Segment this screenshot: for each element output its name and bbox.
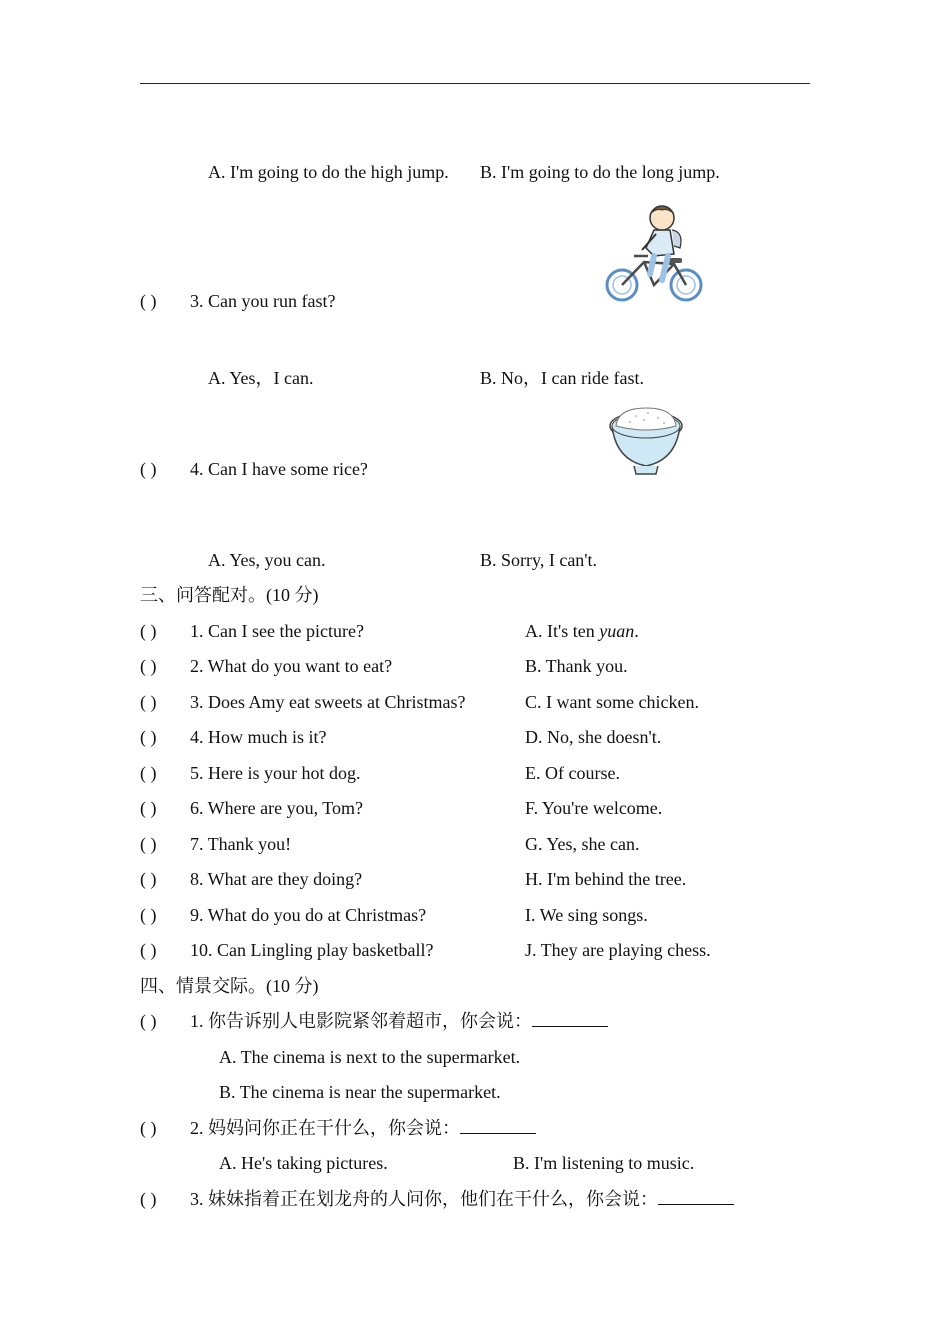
q3-text: 3. Can you run fast?	[190, 291, 336, 311]
s3-q6: 6. Where are you, Tom?	[190, 798, 364, 818]
s3-q3: 3. Does Amy eat sweets at Christmas?	[190, 692, 466, 712]
s3-answer-j: J. They are playing chess.	[525, 940, 711, 960]
s3-q8: 8. What are they doing?	[190, 869, 363, 889]
s3-q1-paren[interactable]: ( )	[140, 621, 157, 641]
section-4-title: 四、情景交际。(10 分)	[140, 976, 319, 996]
s3-q10: 10. Can Lingling play basketball?	[190, 940, 434, 960]
s4-q1-blank[interactable]	[532, 1010, 608, 1027]
s3-q2-paren[interactable]: ( )	[140, 656, 157, 676]
s4-q3-paren[interactable]: ( )	[140, 1189, 157, 1209]
s3-answer-g: G. Yes, she can.	[525, 834, 640, 854]
s3-q5-paren[interactable]: ( )	[140, 763, 157, 783]
q3-option-b: B. No，I can ride fast.	[480, 368, 644, 388]
s4-q1-paren[interactable]: ( )	[140, 1011, 157, 1031]
s3-q4-paren[interactable]: ( )	[140, 727, 157, 747]
s3-answer-a: A. It's ten yuan.	[525, 621, 639, 641]
s3-q7: 7. Thank you!	[190, 834, 292, 854]
s3-q7-paren[interactable]: ( )	[140, 834, 157, 854]
s3-answer-h: H. I'm behind the tree.	[525, 869, 687, 889]
rice-bowl-icon	[606, 404, 686, 476]
s3-answer-b: B. Thank you.	[525, 656, 628, 676]
s3-q6-paren[interactable]: ( )	[140, 798, 157, 818]
s3-q4: 4. How much is it?	[190, 727, 327, 747]
s3-q9-paren[interactable]: ( )	[140, 905, 157, 925]
s4-q2: 2. 妈妈问你正在干什么，你会说：	[190, 1117, 536, 1139]
s3-answer-f: F. You're welcome.	[525, 798, 663, 818]
q2-option-a: A. I'm going to do the high jump.	[208, 162, 449, 182]
s4-q2-option-a: A. He's taking pictures.	[219, 1153, 388, 1173]
boy-on-bicycle-icon	[604, 200, 704, 305]
s3-q1: 1. Can I see the picture?	[190, 621, 364, 641]
q4-answer-paren[interactable]: ( )	[140, 459, 157, 479]
s3-answer-d: D. No, she doesn't.	[525, 727, 662, 747]
s3-q9: 9. What do you do at Christmas?	[190, 905, 427, 925]
s4-q1-option-a: A. The cinema is next to the supermarket.	[219, 1047, 521, 1067]
s3-answer-e: E. Of course.	[525, 763, 620, 783]
s3-q10-paren[interactable]: ( )	[140, 940, 157, 960]
s4-q3-blank[interactable]	[658, 1188, 734, 1205]
s4-q2-option-b: B. I'm listening to music.	[513, 1153, 695, 1173]
header-rule	[140, 83, 810, 84]
s3-q8-paren[interactable]: ( )	[140, 869, 157, 889]
s4-q1-option-b: B. The cinema is near the supermarket.	[219, 1082, 501, 1102]
q4-option-a: A. Yes, you can.	[208, 550, 326, 570]
q2-option-b: B. I'm going to do the long jump.	[480, 162, 720, 182]
s4-q2-blank[interactable]	[460, 1117, 536, 1134]
s3-q5: 5. Here is your hot dog.	[190, 763, 361, 783]
s3-answer-i: I. We sing songs.	[525, 905, 648, 925]
s4-q2-paren[interactable]: ( )	[140, 1118, 157, 1138]
section-3-title: 三、问答配对。(10 分)	[140, 585, 319, 605]
s3-q2: 2. What do you want to eat?	[190, 656, 393, 676]
q4-option-b: B. Sorry, I can't.	[480, 550, 598, 570]
s4-q1: 1. 你告诉别人电影院紧邻着超市，你会说：	[190, 1010, 608, 1032]
q3-option-a: A. Yes，I can.	[208, 368, 314, 388]
s3-answer-c: C. I want some chicken.	[525, 692, 699, 712]
s4-q3: 3. 妹妹指着正在划龙舟的人问你，他们在干什么，你会说：	[190, 1188, 734, 1210]
q4-text: 4. Can I have some rice?	[190, 459, 368, 479]
q3-answer-paren[interactable]: ( )	[140, 291, 157, 311]
s3-q3-paren[interactable]: ( )	[140, 692, 157, 712]
